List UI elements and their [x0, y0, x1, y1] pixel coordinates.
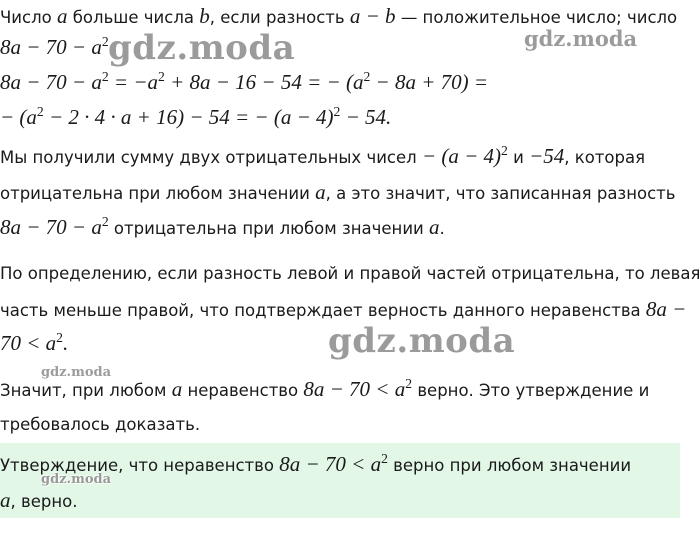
text: Утверждение, что неравенство — [0, 456, 274, 475]
math-line-4 — [0, 105, 391, 131]
watermark: gdz.moda — [41, 365, 112, 380]
text: Мы получили сумму двух отрицательных чисел — [0, 148, 417, 167]
watermark: gdz.moda — [328, 321, 516, 361]
text-line-6 — [0, 180, 676, 206]
text: По определению, если разность левой и правой частей отрицательна, то левая — [0, 264, 700, 283]
text-line-7 — [0, 215, 445, 241]
math-line-2 — [0, 35, 109, 61]
exponent: 2 — [405, 375, 413, 391]
exponent: 2 — [56, 329, 63, 345]
var-b: b — [199, 4, 210, 28]
expr: 8a − 70 − a — [0, 70, 102, 94]
exponent: 2 — [101, 68, 109, 84]
text: неравенство — [187, 381, 299, 400]
text: . — [439, 219, 445, 238]
text-line-12 — [0, 413, 200, 437]
expr: 8a − 70 − a — [0, 35, 102, 59]
text: отрицательна при любом значении — [113, 219, 424, 238]
expr: − (a − 4) — [421, 144, 502, 168]
exponent: 2 — [363, 68, 371, 84]
expr: − 54. — [340, 105, 392, 129]
text: Значит, при любом — [0, 381, 167, 400]
var-a: a — [0, 488, 11, 512]
exponent: 2 — [381, 450, 388, 466]
expr: − 8a + 70) = — [370, 70, 489, 94]
expr: . — [63, 331, 69, 355]
text: часть меньше правой, что подтверждает верность данного неравенства — [0, 301, 641, 320]
exponent: 2 — [36, 103, 44, 119]
var-a: a — [429, 215, 440, 239]
text: требовалось доказать. — [0, 415, 201, 434]
exponent: 2 — [333, 103, 341, 119]
text-line-8 — [0, 262, 700, 286]
text: , а это значит, что записанная разность — [325, 184, 676, 203]
text: и — [513, 148, 524, 167]
expr: 8a − 70 < a — [279, 452, 382, 476]
text-line-11 — [0, 377, 649, 403]
exponent: 2 — [101, 213, 109, 229]
exponent: 2 — [101, 33, 109, 49]
var-a: a — [171, 377, 183, 401]
expr: 8a − 70 < a — [303, 377, 406, 401]
watermark: gdz.moda — [108, 28, 296, 68]
exponent: 2 — [158, 68, 165, 84]
math-line-3 — [0, 70, 488, 96]
text: , если разность — [209, 8, 345, 27]
var-a: a — [57, 4, 68, 28]
text: отрицательна при любом значении — [0, 184, 310, 203]
expr: 70 < a — [0, 331, 57, 355]
expr-a-minus-b: a − b — [349, 4, 396, 28]
text: верно. Это утверждение и — [417, 381, 650, 400]
watermark: gdz.moda — [41, 472, 112, 487]
expr: 8a − — [645, 297, 687, 321]
text: , которая — [564, 148, 646, 167]
text: , верно. — [10, 492, 78, 511]
text-line-9 — [0, 297, 686, 323]
expr: 8a − 70 − a — [0, 215, 102, 239]
conclusion-line-2 — [0, 488, 77, 514]
expr: + 8a − 16 − 54 = − (a — [164, 70, 364, 94]
text: верно при любом значении — [393, 456, 632, 475]
expr: − 2 · 4 · a + 16) − 54 = − (a − 4) — [43, 105, 334, 129]
expr: −54 — [529, 144, 565, 168]
text: Число — [0, 8, 52, 27]
text: больше числа — [72, 8, 194, 27]
exponent: 2 — [501, 142, 508, 158]
text-line-5 — [0, 144, 645, 170]
expr: = −a — [108, 70, 159, 94]
expr: − (a — [0, 105, 37, 129]
text: — положительное число; число — [400, 8, 678, 27]
watermark: gdz.moda — [524, 26, 638, 51]
math-line-10 — [0, 331, 68, 357]
var-a: a — [315, 180, 326, 204]
